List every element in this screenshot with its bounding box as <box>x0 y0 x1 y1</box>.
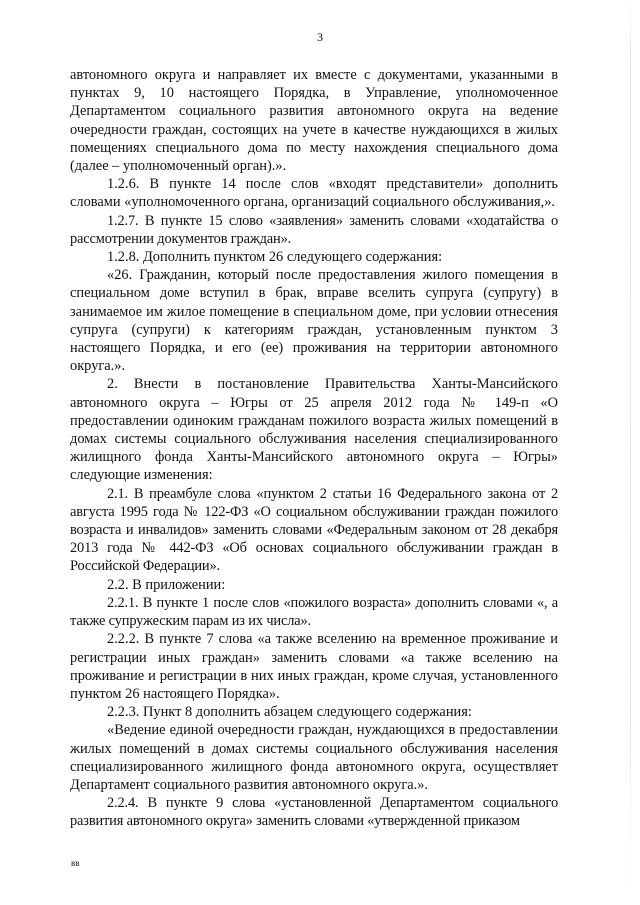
paragraph-quote-26: «26. Гражданин, который после предоставления жилого помещения в специальном доме вступил в брак, вправе вселить супруга (супругу) в занимаемое им жилое помещение в специальном доме, при условии отнесения супруга (супруги) к категориям граждан, установленным пунктом 3 настоящего Порядка, и его (ее) проживания на территории автономного округа.». <box>70 267 558 375</box>
paragraph-2-2: 2.2. В приложении: <box>107 576 226 593</box>
paragraph-1-2-6: 1.2.6. В пункте 14 после слов «входят представители» дополнить словами «уполномоченного органа, организаций социального обслуживания,». <box>70 176 558 211</box>
scan-edge-shadow <box>630 0 631 905</box>
paragraph-2: 2. Внести в постановление Правительства Ханты-Мансийского автономного округа – Югры от 25 апреля 2012 года № 149-п «О предоставлении одиноким гражданам пожилого возраста жилых помещений в домах системы социального обслуживания населения специализированного жилищного фонда Ханты-Мансийского автономного округа – Югры» следующие изменения: <box>70 376 558 484</box>
paragraph-2-2-1: 2.2.1. В пункте 1 после слов «пожилого возраста» дополнить словами «, а также супружеским парам из их числа». <box>70 594 558 630</box>
page-number: 3 <box>317 30 323 44</box>
paragraph-1-2-7: 1.2.7. В пункте 15 слово «заявления» заменить словами «ходатайства о рассмотрении документов граждан». <box>70 212 558 247</box>
paragraph-2-1: 2.1. В преамбуле слова «пунктом 2 статьи 16 Федерального закона от 2 августа 1995 года № 122-ФЗ «О социальном обслуживании граждан пожилого возраста и инвалидов» заменить словами «Федеральным законом от 28 декабря 2013 года № 442-ФЗ «Об основах социального обслуживании граждан в Российской Федерации». <box>70 485 558 575</box>
document-body <box>70 66 558 831</box>
paragraph-1-2-8: 1.2.8. Дополнить пунктом 26 следующего содержания: <box>107 249 443 266</box>
paragraph-continuation: автономного округа и направляет их вместе с документами, указанными в пунктах 9, 10 настоящего Порядка, в Управление, уполномоченное Департаментом социального развития автономного округа на ведение очередности граждан, состоящих на учете в качестве нуждающихся в жилых помещениях специального дома по месту нахождения специального дома (далее – уполномоченный орган).». <box>70 67 558 175</box>
paragraph-2-2-2: 2.2.2. В пункте 7 слова «а также вселению на временное проживание и регистрации иных граждан» заменить словами «а также вселению на проживание и регистрации в них иных граждан, кроме случая, установленного пунктом 26 настоящего Порядка». <box>70 631 558 702</box>
paragraph-quote-ochered: «Ведение единой очередности граждан, нуждающихся в предоставлении жилых помещений в домах системы социального обслуживания населения специализированного жилищного фонда автономного округа, осуществляет Департамент социального развития автономного округа.». <box>70 722 558 793</box>
paragraph-2-2-4: 2.2.4. В пункте 9 слова «установленной Департаментом социального развития автономного округа» заменить словами «утвержденной приказом <box>70 795 558 830</box>
footer-mark: вв <box>71 858 80 868</box>
paragraph-2-2-3: 2.2.3. Пункт 8 дополнить абзацем следующего содержания: <box>107 704 472 721</box>
